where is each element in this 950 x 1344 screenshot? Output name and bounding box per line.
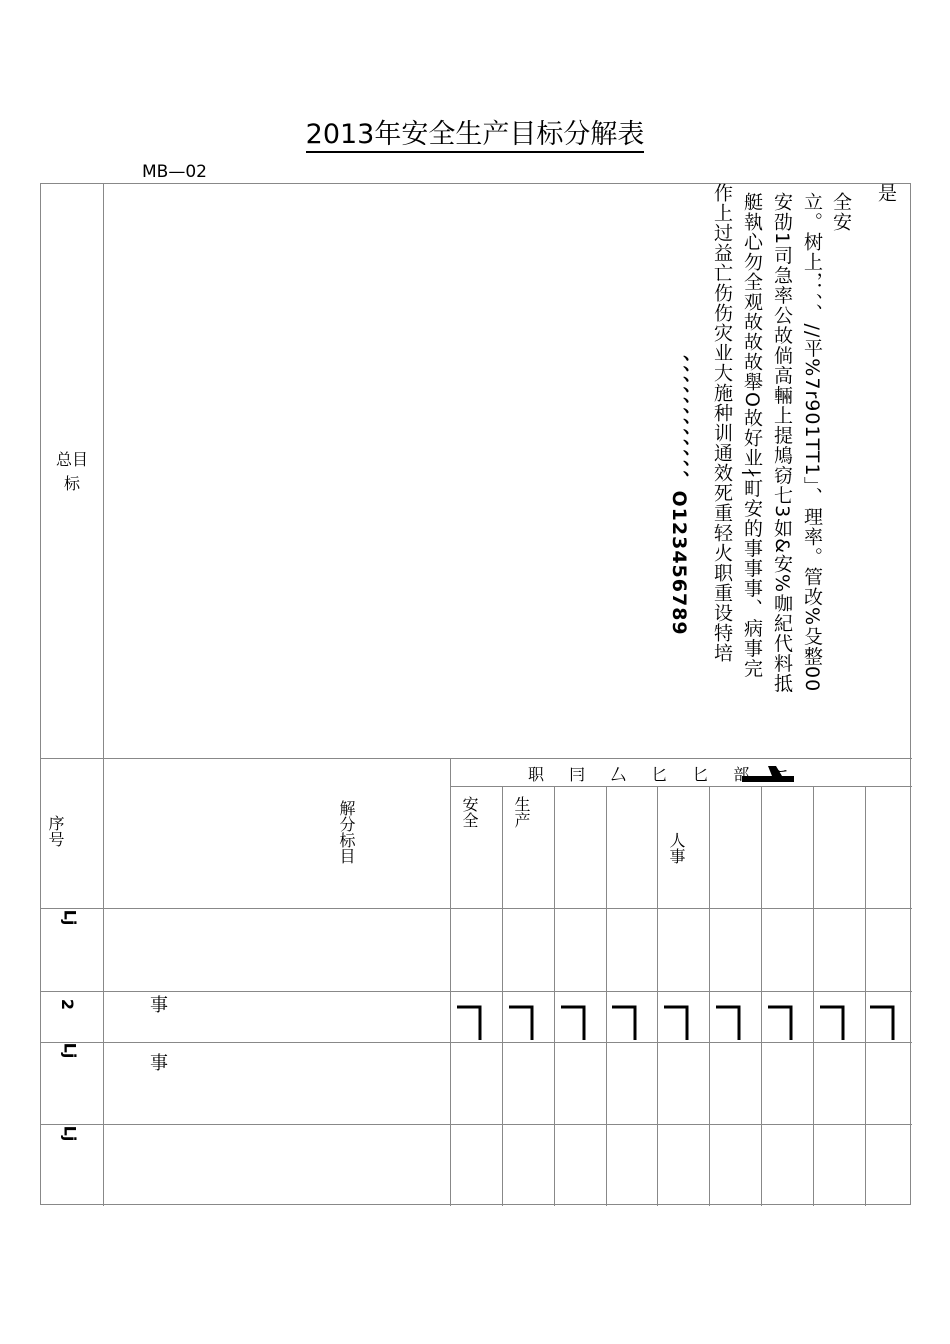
bracket-mark-icon <box>869 1004 895 1040</box>
goal-column: 是 <box>875 183 897 203</box>
goal-column: 立。树上，．、、//平%7r901TT1」、理率。管改%殳整00 <box>801 192 823 693</box>
rule <box>554 786 555 1206</box>
bracket-mark-icon <box>560 1004 586 1040</box>
rule <box>41 758 912 759</box>
bracket-mark-icon <box>611 1004 637 1040</box>
row-text: 事 <box>150 1053 168 1074</box>
rule <box>450 786 912 787</box>
goal-column: 安劭1司急率公故倘高輛上提鳩窃七3如&安%咖紀代料抵 <box>771 192 793 694</box>
row-number: Lj <box>60 1125 80 1142</box>
rule <box>865 786 866 1206</box>
bracket-mark-icon <box>819 1004 845 1040</box>
header-mark-icon <box>742 766 794 782</box>
bracket-mark-icon <box>663 1004 689 1040</box>
rule <box>41 908 912 909</box>
rule <box>450 758 451 1206</box>
bracket-mark-icon <box>508 1004 534 1040</box>
department-header: 职 冃 厶 匕 匕 部 ニ <box>528 765 801 784</box>
rule <box>41 1042 912 1043</box>
document-number: MB—02 <box>142 162 207 182</box>
rule <box>761 786 762 1206</box>
bracket-mark-icon <box>456 1004 482 1040</box>
goal-column: 艇執心勿全观故故故舉O故好业∤町安的事事事、病事完 <box>741 192 763 679</box>
row-number: Lj <box>60 1042 80 1059</box>
bracket-mark-icon <box>767 1004 793 1040</box>
goal-label: 总目标 <box>55 450 88 493</box>
rule <box>103 184 104 1206</box>
rule <box>709 786 710 1206</box>
rule <box>41 1124 912 1125</box>
dept-column-production: 生产 <box>512 796 531 828</box>
rule <box>657 786 658 1206</box>
rule <box>813 786 814 1206</box>
page-title: 2013年安全生产目标分解表 <box>0 112 950 151</box>
rule <box>606 786 607 1206</box>
bracket-mark-icon <box>715 1004 741 1040</box>
row-number: Lj <box>60 909 80 926</box>
goal-column: 作上过益亡伤伤灾业大施种训通效死重轻火职重设特培 <box>711 183 733 663</box>
dept-column-safety: 安全 <box>460 796 479 828</box>
goal-column: 全安 <box>830 192 852 232</box>
rule <box>502 786 503 1206</box>
row-number: 2 <box>58 998 78 1011</box>
serial-label: 序号 <box>46 815 65 847</box>
dept-column-hr: 人事 <box>667 832 686 864</box>
goal-column: 、、、、、、、、、、、、O123456789 <box>668 355 690 636</box>
row-text: 事 <box>150 995 168 1016</box>
target-label: 解分标目 <box>337 800 356 864</box>
rule <box>41 991 912 992</box>
